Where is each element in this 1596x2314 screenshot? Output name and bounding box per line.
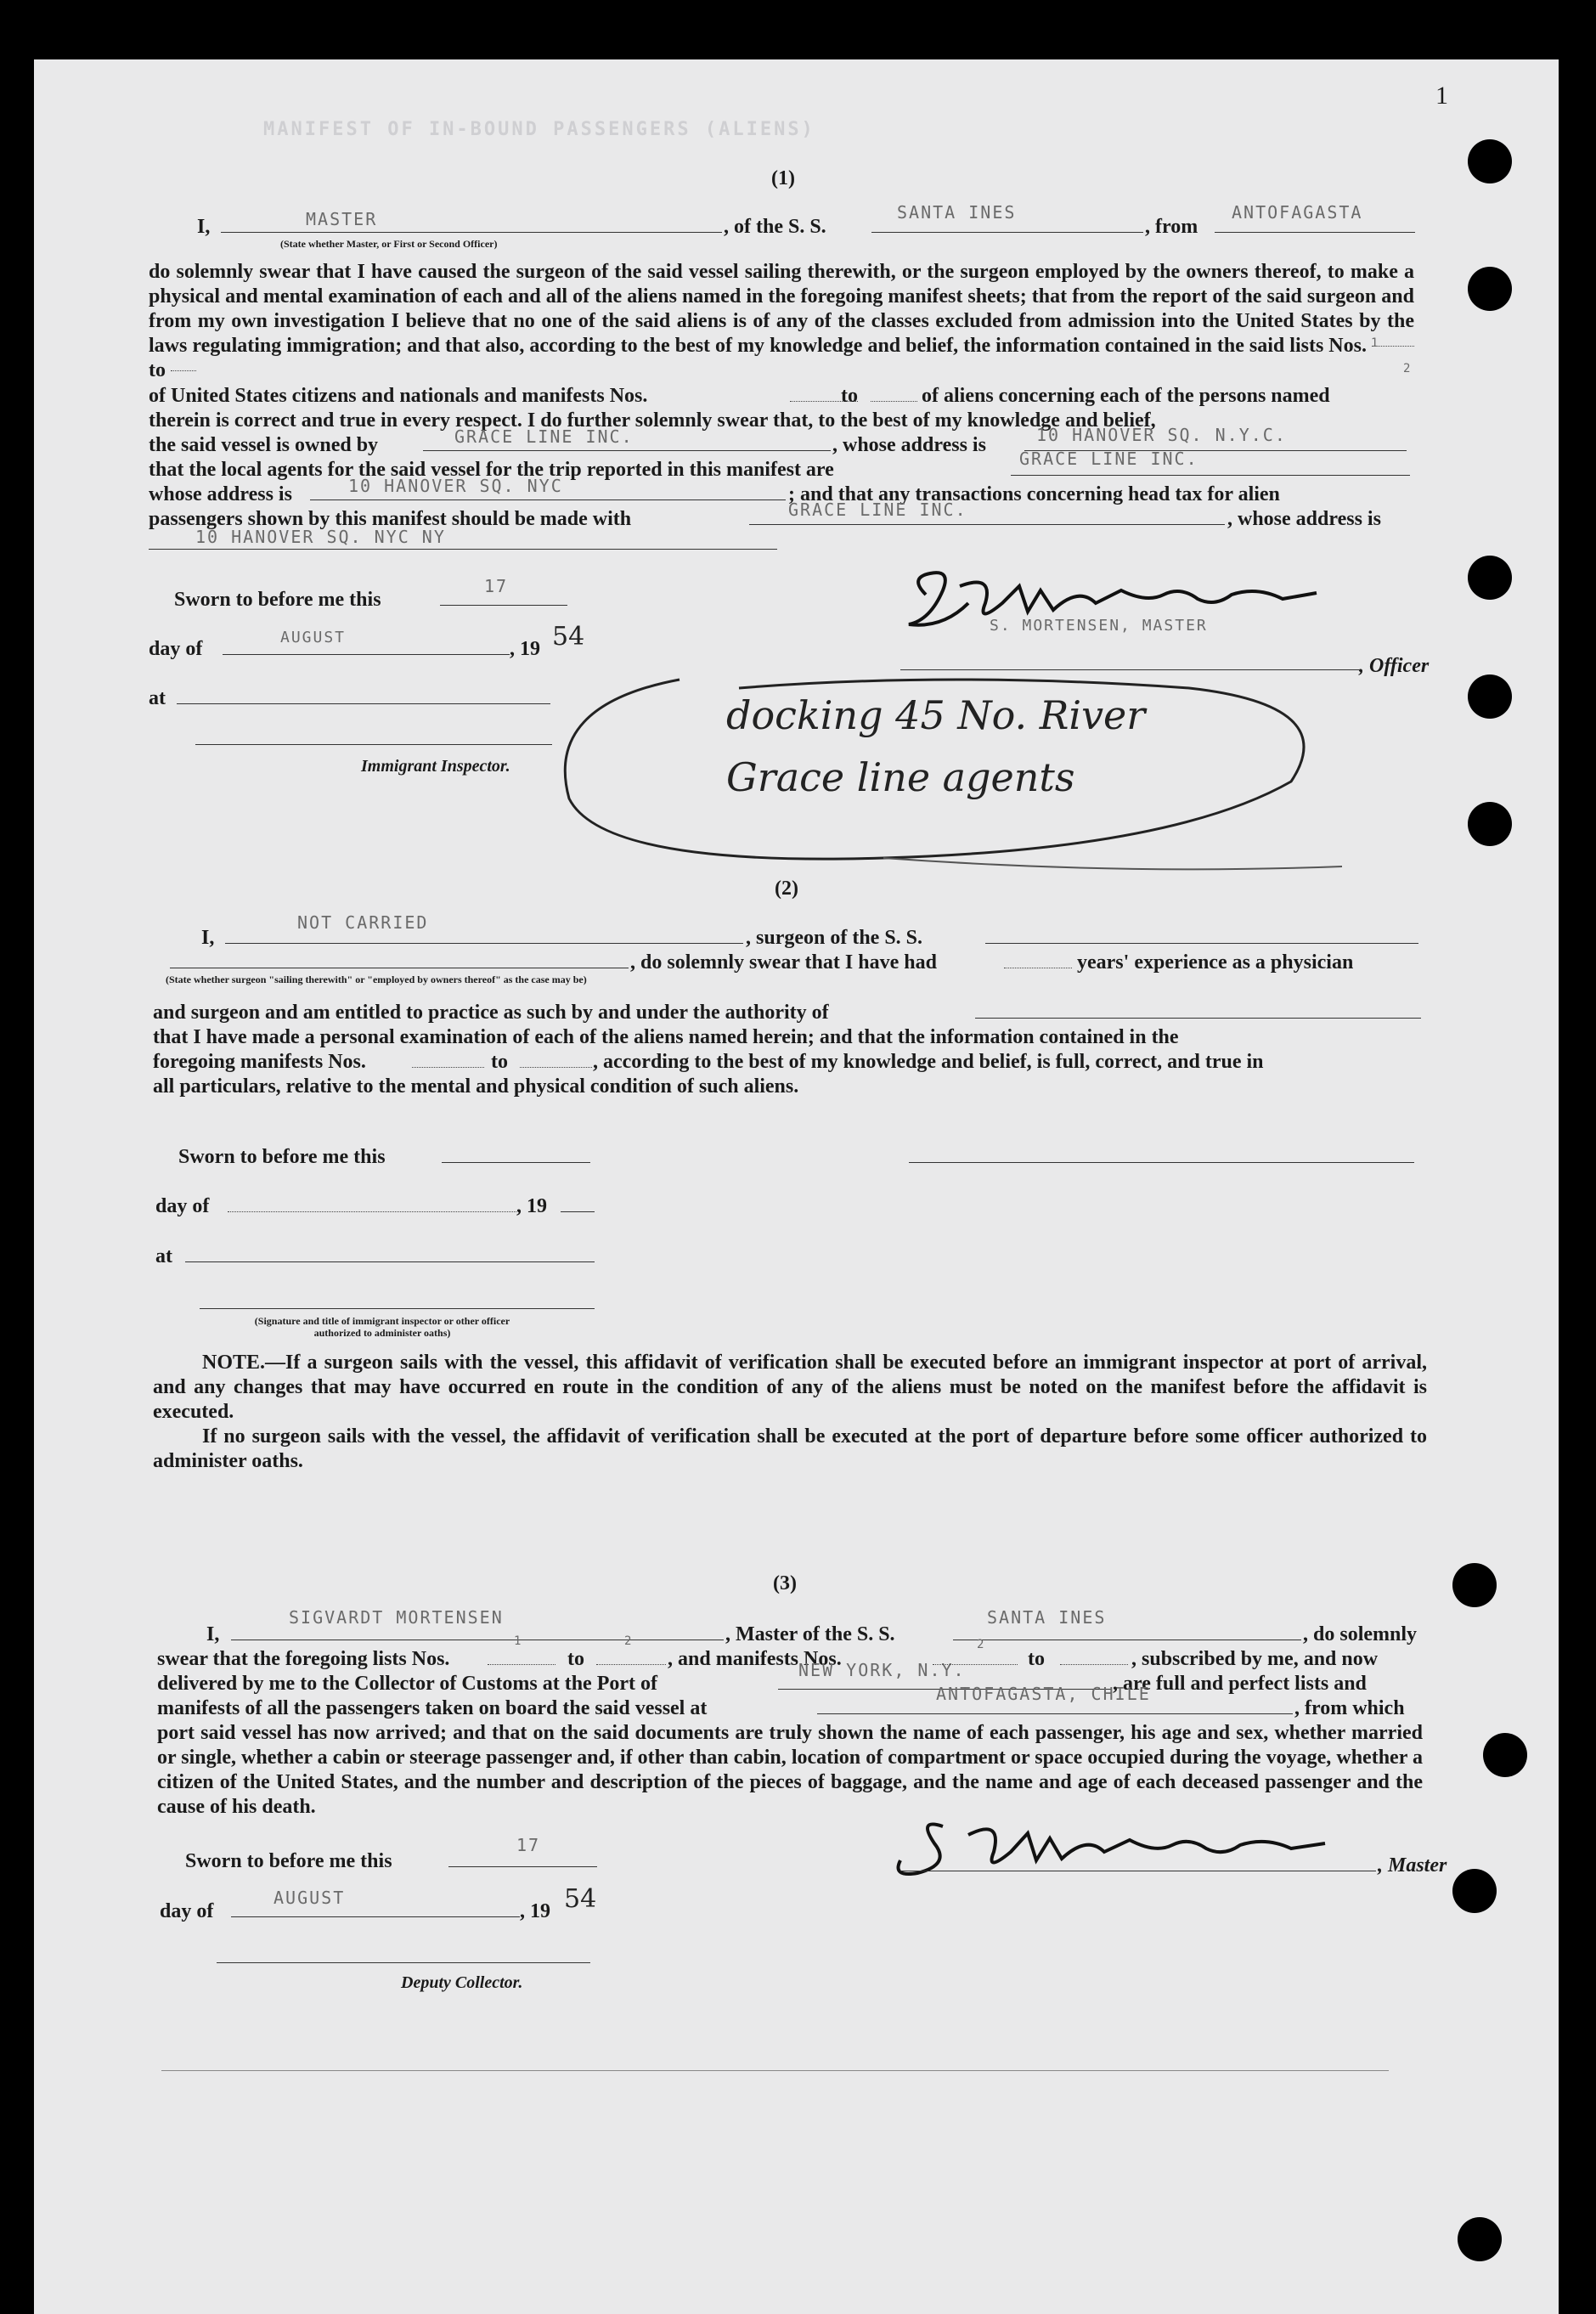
s2-exam-text: that I have made a personal examination of each of the aliens named herein; and that the information contained in the: [153, 1026, 1179, 1048]
s1-officer-line: [221, 232, 722, 233]
s2-foregoing-to-line: [520, 1067, 592, 1068]
s2-authority-line: [975, 1018, 1421, 1019]
s1-at-label: at: [149, 687, 166, 709]
s1-sworn-line: [440, 605, 567, 606]
punch-hole: [1468, 802, 1512, 846]
s1-inspector-label: Immigrant Inspector.: [361, 757, 510, 776]
s2-foregoing-label: foregoing manifests Nos.: [153, 1051, 366, 1073]
punch-hole: [1468, 674, 1512, 719]
s1-year-prefix: , 19: [510, 638, 540, 660]
s2-note-text: —If a surgeon sails with the vessel, this affidavit of verification shall be executed before an immigrant inspector at port of arrival, and any changes that may have occurred en route in the condition of any of the aliens must be noted on the manifest before the affidavit is executed.: [153, 1352, 1427, 1423]
s1-i-label: I,: [197, 216, 211, 238]
s1-officer-value: MASTER: [306, 209, 378, 229]
s3-month-value: AUGUST: [274, 1888, 346, 1908]
s1-day-of-label: day of: [149, 638, 203, 660]
s3-boarded-line: [817, 1713, 1293, 1714]
s1-lists-to-value: 2: [1403, 362, 1413, 375]
s2-at-line: [185, 1261, 595, 1262]
s3-boarded-value: ANTOFAGASTA, CHILE: [936, 1684, 1151, 1704]
s3-collector-label: Deputy Collector.: [401, 1973, 523, 1992]
bleed-through-text: MANIFEST OF IN-BOUND PASSENGERS (ALIENS): [263, 119, 815, 140]
s1-agents-label: that the local agents for the said vessel for the trip reported in this manifest are: [149, 459, 834, 481]
s1-passengers-address-line: [149, 549, 777, 550]
s3-master-signature: [883, 1801, 1393, 1894]
manifest-page: [34, 59, 1559, 2314]
handwritten-note-line1: docking 45 No. River: [726, 692, 1146, 738]
s3-lists-to-value: 2: [624, 1634, 634, 1648]
s2-sworn-line: [442, 1162, 590, 1163]
s2-day-of-label: day of: [155, 1195, 210, 1217]
s1-owner-line: [423, 450, 831, 451]
s2-month-line: [228, 1211, 516, 1212]
s1-lists-from-value: 1: [1371, 336, 1380, 350]
punch-hole: [1458, 2217, 1502, 2261]
s1-inspector-line: [195, 744, 552, 745]
s2-year-line: [561, 1211, 595, 1212]
s1-passengers-line: [749, 524, 1225, 525]
s1-of-ss-label: , of the S. S.: [724, 216, 826, 238]
s1-month-line: [223, 654, 510, 655]
s1-body-text: do solemnly swear that I have caused the surgeon of the said vessel sailing therewith, or the surgeon employed by the owners thereof, to make a physical and mental examination of each and all of the aliens named in the foregoing manifest sheets; that from the report of the said surgeon and from my own investigation I believe that no one of the said aliens is of any of the classes excluded from admission into the United States by the laws regulating immigration; and that also, according to the best of my knowledge and belief, the information contained in the said lists Nos.: [149, 261, 1414, 357]
s3-swear-lists: swear that the foregoing lists Nos.: [157, 1648, 450, 1670]
s3-sworn-day: 17: [516, 1835, 541, 1855]
s1-year-value: 54: [552, 622, 585, 652]
s3-year-prefix: , 19: [520, 1900, 550, 1922]
s2-note-label: NOTE.: [202, 1352, 266, 1374]
s2-note-paragraph: [153, 1351, 1427, 1474]
s1-signature-name: S. MORTENSEN, MASTER: [990, 617, 1208, 635]
punch-hole: [1483, 1733, 1527, 1777]
section3-heading: (3): [773, 1572, 797, 1594]
s3-month-line: [231, 1916, 520, 1917]
s1-manifests-tail: of aliens concerning each of the persons named: [922, 385, 1330, 407]
s3-port-value: NEW YORK, N.Y.: [798, 1660, 966, 1680]
s1-manifests-to-label: to: [841, 385, 858, 407]
s2-surgeon-line: [225, 943, 743, 944]
s1-passengers-value: GRACE LINE INC.: [788, 499, 967, 520]
s2-foregoing-to: to: [491, 1051, 508, 1073]
s1-from-label: , from: [1145, 216, 1198, 238]
s3-from-which: , from which: [1294, 1697, 1405, 1719]
s1-sworn-label: Sworn to before me this: [174, 589, 381, 611]
s1-agents-address-value: 10 HANOVER SQ. NYC: [348, 476, 563, 496]
s1-officer-caption: (State whether Master, or First or Second Officer): [280, 238, 498, 250]
s3-i-label: I,: [206, 1623, 220, 1645]
s1-passengers-address-value: 10 HANOVER SQ. NYC NY: [195, 527, 446, 547]
s3-sworn-label: Sworn to before me this: [185, 1850, 392, 1872]
s2-at-label: at: [155, 1245, 172, 1267]
s1-citizens-text: of United States citizens and nationals and manifests Nos.: [149, 385, 648, 407]
s3-sworn-line: [448, 1866, 597, 1867]
s2-swear-text: , do solemnly swear that I have had: [630, 951, 937, 974]
s3-lists-from-value: 1: [514, 1634, 523, 1648]
s2-surgeon-value: NOT CARRIED: [297, 912, 429, 933]
punch-hole: [1468, 556, 1512, 600]
s3-and-manifests: , and manifests Nos.: [668, 1648, 842, 1670]
s2-foregoing-tail: , according to the best of my knowledge and belief, is full, correct, and true in: [593, 1051, 1264, 1073]
s2-particulars-text: all particulars, relative to the mental and physical condition of such aliens.: [153, 1075, 799, 1098]
s3-lists-from-line: [488, 1664, 555, 1665]
s1-owner-value: GRACE LINE INC.: [454, 426, 634, 447]
s2-years-text: years' experience as a physician: [1077, 951, 1354, 974]
section2-heading: (2): [775, 878, 798, 900]
s1-ship-value: SANTA INES: [897, 202, 1017, 223]
s1-owner-address-value: 10 HANOVER SQ. N.Y.C.: [1036, 425, 1287, 445]
s1-agents-address-line: [310, 499, 786, 500]
handwritten-note-line2: Grace line agents: [726, 754, 1075, 800]
s3-lists-to: to: [567, 1648, 584, 1670]
s1-from-value: ANTOFAGASTA: [1232, 202, 1363, 223]
s3-lists-to-line: [596, 1664, 666, 1665]
s2-signature-caption: (Signature and title of immigrant inspector or other officer authorized to administer oaths): [254, 1315, 510, 1339]
s1-sworn-day: 17: [484, 576, 509, 596]
s2-sworn-label: Sworn to before me this: [178, 1146, 386, 1168]
s3-day-of-label: day of: [160, 1900, 214, 1922]
section1-heading: (1): [771, 167, 795, 189]
s1-officer-label: , Officer: [1359, 655, 1430, 677]
s1-body-paragraph: [149, 260, 1414, 383]
page-number: 1: [1435, 82, 1448, 110]
s1-agents-line: [1011, 475, 1410, 476]
s2-year-prefix: , 19: [516, 1195, 547, 1217]
s1-agents-address-label: whose address is: [149, 483, 292, 505]
s3-ship-value: SANTA INES: [987, 1607, 1107, 1628]
punch-hole: [1452, 1869, 1497, 1913]
s3-master-label: , Master: [1378, 1854, 1447, 1877]
s1-owned-label: the said vessel is owned by: [149, 434, 379, 456]
s3-manifests-value: 2: [977, 1638, 986, 1651]
s1-agents-value: GRACE LINE INC.: [1019, 449, 1198, 469]
s3-manifests-to: to: [1028, 1648, 1045, 1670]
s3-full-lists: , are full and perfect lists and: [1113, 1673, 1367, 1695]
s3-master-of-ss: , Master of the S. S.: [725, 1623, 895, 1645]
page-bottom-rule: [161, 2070, 1389, 2071]
s3-manifests-label: manifests of all the passengers taken on board the said vessel at: [157, 1697, 708, 1719]
s1-correct-text: therein is correct and true in every respect. I do further solemnly swear that, to the best of my knowledge and belief,: [149, 409, 1156, 432]
s2-foregoing-from-line: [412, 1067, 484, 1068]
s3-solemnly: , do solemnly: [1303, 1623, 1418, 1645]
s1-lists-to-line: [171, 370, 196, 371]
s1-passengers-address-label: , whose address is: [1227, 508, 1381, 530]
s3-body-text: port said vessel has now arrived; and that on the said documents are truly shown the name of each passenger, his age and sex, whether married or single, whether a cabin or steerage passenger and, if other than cabin, location of compartment or space occupied during the voyage, whether a citizen of the United States, and the number and description of the pieces of baggage, and the name and age of each deceased passenger and the cause of his death.: [157, 1722, 1423, 1818]
s2-authority-text: and surgeon and am entitled to practice as such by and under the authority of: [153, 1002, 829, 1024]
s2-note-text-2: If no surgeon sails with the vessel, the affidavit of verification shall be executed at the port of departure before some officer authorized to administer oaths.: [153, 1425, 1427, 1472]
s2-surgeon-sign-line: [909, 1162, 1414, 1163]
s1-lists-to-label: to: [149, 359, 166, 381]
s3-delivered-label: delivered by me to the Collector of Customs at the Port of: [157, 1673, 657, 1695]
punch-hole: [1468, 139, 1512, 183]
s2-i-label: I,: [201, 927, 215, 949]
s1-ship-line: [871, 232, 1143, 233]
s1-owner-address-label: , whose address is: [832, 434, 986, 456]
s2-surgeon-of-ss: , surgeon of the S. S.: [746, 927, 923, 949]
s3-manifests-to-line: [1060, 1664, 1128, 1665]
s1-passengers-label: passengers shown by this manifest should be made with: [149, 508, 632, 530]
s1-manifests-to-line: [871, 401, 917, 402]
s1-at-line: [177, 703, 550, 704]
s1-from-line: [1215, 232, 1415, 233]
s1-head-tax-text: ; and that any transactions concerning head tax for alien: [788, 483, 1280, 505]
s2-ship-line: [985, 943, 1418, 944]
s1-month-value: AUGUST: [280, 629, 347, 646]
s3-subscribed: , subscribed by me, and now: [1131, 1648, 1379, 1670]
s2-surgeon-caption: (State whether surgeon "sailing therewith" or "employed by owners thereof" as the case may be): [166, 974, 587, 985]
punch-hole: [1468, 267, 1512, 311]
punch-hole: [1452, 1563, 1497, 1607]
s3-collector-line: [217, 1962, 590, 1963]
s2-inspector-sign-line: [200, 1308, 595, 1309]
s3-year-value: 54: [564, 1884, 597, 1914]
s3-master-value: SIGVARDT MORTENSEN: [289, 1607, 504, 1628]
